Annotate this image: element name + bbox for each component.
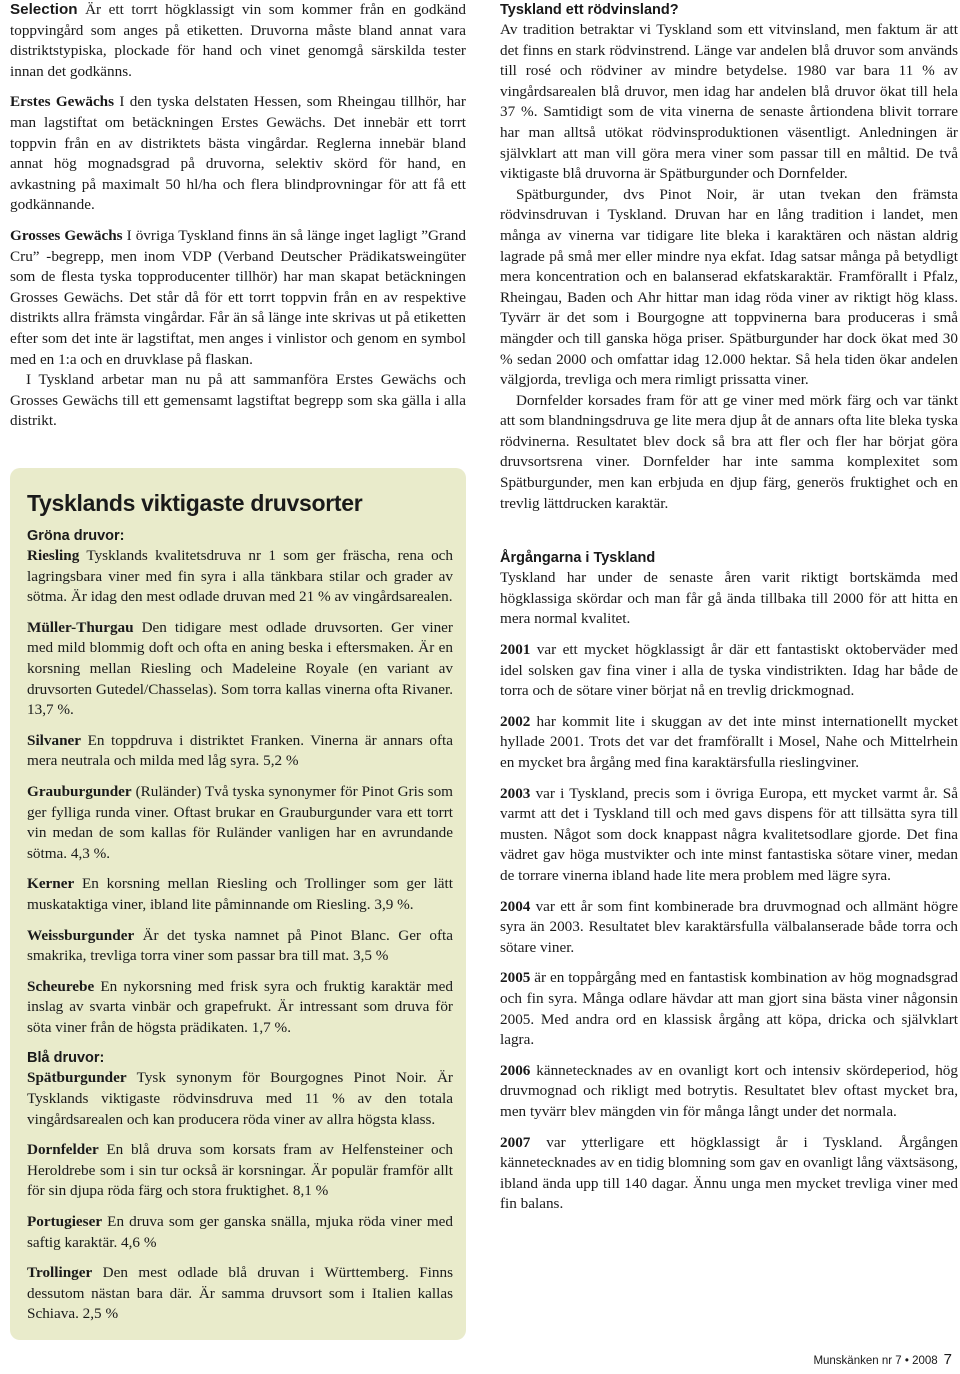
erstes-paragraph bbox=[10, 92, 466, 216]
grape-name: Portugieser bbox=[27, 1213, 103, 1231]
grape-name: Müller-Thurgau bbox=[27, 618, 134, 636]
rodvin-section bbox=[500, 20, 958, 514]
blue-grape-entry bbox=[27, 1263, 453, 1325]
vintage-entry bbox=[500, 897, 958, 959]
blue-grape-entry bbox=[27, 1212, 453, 1253]
blue-grape-entry bbox=[27, 1140, 453, 1202]
green-grape-entry-text: En korsning mellan Riesling och Trollinger som ger lätt muskataktiga viner, ibland lite påminnande om Riesling. 3,9 %. bbox=[27, 875, 453, 913]
box-title: Tysklands viktigaste druvsorter bbox=[27, 490, 363, 516]
erstes-text: I den tyska delstaten Hessen, som Rheingau tillhör, har man lagstiftat om betäckningen Erstes Gewächs. Det innebär ett torrt toppvin från en av distriktets bästa vingårdar. Reglerna innebär bland annat hög mognadsgrad på druvorna, selektiv skörd för hand, en avkastning på maximalt 50 hl/ha och flera blindprovningar för att få ett godkännande. bbox=[10, 93, 466, 214]
vintage-entry bbox=[500, 968, 958, 1050]
vintage-entry bbox=[500, 1061, 958, 1123]
green-grape-entry bbox=[27, 546, 453, 608]
selection-term: Selection bbox=[10, 1, 78, 18]
grape-name: Dornfelder bbox=[27, 1141, 99, 1159]
grape-name: Trollinger bbox=[27, 1264, 93, 1282]
blue-grapes-heading: Blå druvor: bbox=[27, 1050, 105, 1067]
vintage-entry-text: var ytterligare ett högklassigt år i Tyskland. Årgången kännetecknades av en tidig blomning som gav en ovanligt lång växtsäsong, ibland ända upp till 140 dagar. Ännu unga men mycket trevliga viner med fin balans. bbox=[500, 1133, 958, 1213]
blue-grapes-list bbox=[27, 1068, 453, 1325]
vintage-entry-text: var ett mycket högklassigt år där ett fantastiskt oktoberväder med idel solsken gav fina viner i alla de tyska vindistrikten. Idag har både de torra och de sötare viner börjat nå en trevlig drickmognad. bbox=[500, 641, 958, 700]
rodvin-heading: Tyskland ett rödvinsland? bbox=[500, 2, 679, 18]
blue-grape-entry-text: Tysk synonym för Bourgognes Pinot Noir. Är Tysklands viktigaste rödvinsdruva med 11 % av den totala vingårdsarealen och kan producera röda viner av allra högsta klass. bbox=[27, 1069, 453, 1128]
grape-name: Grauburgunder bbox=[27, 782, 132, 800]
grosses-term: Grosses Gewächs bbox=[10, 226, 123, 244]
page-footer bbox=[813, 1351, 952, 1368]
rodvin-paragraph: Spätburgunder, dvs Pinot Noir, är utan tvekan den främsta rödvinsdruvan i Tyskland. Druvan har en lång tradition i landet, men många av vinerna var tidigare lite bleka i karaktären och nästan aldrig lagrade på små mer eller mindre nya ekfat. Idag satsar många på betydligt mera koncentration och en balanserad ekfatskaraktär. Framförallt i Pfalz, Rheingau, Baden och Ahr hittar man idag röda viner av riktigt hög klass. Tyvärr är det som i Bourgogne att toppvinerna bara produceras i små mängder och till ganska höga priser. Spätburgunder har dock ökat med 30 % sedan 2000 och omfattar idag 12.000 hektar. Så hela tiden ökar andelen välgjorda, trevliga och mera rimligt prissatta viner. bbox=[500, 185, 958, 389]
vintage-entry-text: kännetecknades av en ovanligt kort och intensiv skördeperiod, hög druvmognad och rikligt med botrytis. Resultatet blev oftast mycket bra, men tyvärr blev mängden vin för många långt under det normala. bbox=[500, 1061, 958, 1120]
rodvin-paragraph: Av tradition betraktar vi Tyskland som ett vitvinsland, men faktum är att det finns en stark rödvinstrend. Länge var andelen blå druvor som används till rosé och rödviner av mindre betydelse. 1980 var bara 11 % av vingårdsarealen blå druvor, men idag har andelen blå druvor ökat till hela 37 %. Samtidigt som de vita vinerna de senaste årtiondena blivit torrare har man alltså utökat rödvinsproduktionen väsentligt. Anledningen är självklart att man vill göra mera viner som passar till en måltid. De två viktigaste blå druvorna är Spätburgunder och Dornfelder. bbox=[500, 21, 958, 183]
vintage-year: 2002 bbox=[500, 712, 531, 730]
magazine-issue: Munskänken nr 7 • 2008 bbox=[813, 1355, 938, 1367]
vintage-entry bbox=[500, 712, 958, 774]
vintage-entry bbox=[500, 1133, 958, 1215]
green-grape-entry-text: En toppdruva i distriktet Franken. Vinerna är annars ofta mera neutrala och milda med låg syra. 5,2 % bbox=[27, 731, 453, 770]
grape-name: Weissburgunder bbox=[27, 926, 135, 944]
vintage-entry-text: är en toppårgång med en fantastisk kombination av hög mognadsgrad och fin syra. Många odlare hävdar att man gjort sina bästa viner någonsin 2005. Med andra ord en klassisk årgång att köpa, dricka och självklart lagra. bbox=[500, 969, 958, 1049]
green-grape-entry bbox=[27, 782, 453, 864]
grape-name: Kerner bbox=[27, 875, 75, 893]
green-grape-entry-text: En nykorsning med frisk syra och fruktig karaktär med inslag av svarta vinbär och grapefrukt. Är intressant som druva för söta viner från de högsta prädikaten. 1,7 %. bbox=[27, 977, 453, 1036]
green-grape-entry bbox=[27, 874, 453, 915]
vintage-list bbox=[500, 640, 958, 1215]
selection-text: Är ett torrt högklassigt vin som kommer från en godkänd toppvingård som anges på etiketten. Druvorna måste bland annat vara distriktstypiska, plockade för hand och vinet genomgå särskilda tester innan det godkänns. bbox=[10, 1, 466, 80]
grape-name: Riesling bbox=[27, 547, 80, 564]
green-grapes-heading: Gröna druvor: bbox=[27, 528, 125, 544]
vintage-year: 2005 bbox=[500, 969, 531, 987]
green-grape-entry bbox=[27, 926, 453, 967]
blue-grape-entry bbox=[27, 1068, 453, 1130]
rodvin-paragraph: Dornfelder korsades fram för att ge viner med mörk färg och var tänkt att som blandningsdruva ge lite mera djup åt de annars ofta lite bleka tyska rödvinerna. Resultatet blev dock så bra att fler och fler har börjat göra druvsortsrena viner. Dornfelder har inte samma komplexitet som Spätburgunder, men kan erbjuda en djup färg, generös fruktighet och en trevlig lättdrucken karaktär. bbox=[500, 391, 958, 512]
vintage-heading: Årgångarna i Tyskland bbox=[500, 550, 656, 567]
vintage-year: 2003 bbox=[500, 784, 531, 802]
right-column bbox=[500, 0, 958, 1225]
grape-name: Scheurebe bbox=[27, 977, 95, 995]
page-number: 7 bbox=[943, 1351, 952, 1368]
vintage-entry bbox=[500, 640, 958, 702]
grosses-paragraph bbox=[10, 226, 466, 370]
left-column bbox=[10, 0, 466, 442]
green-grape-entry bbox=[27, 731, 453, 772]
green-grape-entry-text: Är det tyska namnet på Pinot Blanc. Ger ofta smakrika, trevliga torra viner som passar bra till mat. 3,5 % bbox=[27, 926, 453, 965]
vintage-year: 2004 bbox=[500, 897, 531, 915]
closing-paragraph: I Tyskland arbetar man nu på att sammanföra Erstes Gewächs och Grosses Gewächs till ett gemensamt lagstiftat begrepp som ska gälla i alla distrikt. bbox=[10, 371, 466, 430]
green-grape-entry-text: Den tidigare mest odlade druvsorten. Ger viner med mild blommig doft och ofta en aning beska i eftersmaken. Är en korsning mellan Riesling och Madeleine Royale (en variant av druvsorten Gutedel/Chasselas). Som torra kallas vinerna ofta Rivaner. 13,7 %. bbox=[27, 618, 453, 719]
vintage-year: 2001 bbox=[500, 641, 531, 659]
vintage-entry bbox=[500, 784, 958, 887]
grape-name: Silvaner bbox=[27, 731, 82, 749]
grosses-text: I övriga Tyskland finns än så länge inget lagligt ”Grand Cru” -begrepp, men inom VDP (Verband Deutscher Prädikatsweingüter som de flesta tyska topproducenter tillhör) har man skapat betäckningen Grosses Gewächs. Det står då för ett torrt toppvin från en av respektive distrikts allra främsta vingårdar. Får än så länge inte skrivas ut på etiketten efter som det inte är lagstiftat, men anges i vinlistor och genom en symbol med en 1:a och en druvklase på flaskan. bbox=[10, 226, 466, 368]
green-grapes-list bbox=[27, 546, 453, 1038]
green-grape-entry bbox=[27, 977, 453, 1039]
green-grape-entry bbox=[27, 618, 453, 721]
vintage-entry-text: var ett år som fint kombinerade bra druvmognad och allmänt högre syra än 2003. Resultatet blev karaktärsfulla välbalanserade både torra och sötare viner. bbox=[500, 897, 958, 956]
vintage-entry-text: var i Tyskland, precis som i övriga Europa, ett mycket varmt år. Så varmt att det i Tyskland till och med gavs dispens för att tillsätta syra till musten. Något som dock knappast några kvalitetsodlare gjorde. Det fina vädret gav höga mustvikter och inte minst fantastiska sötare viner, medan de torrare vinerna ibland hade lite mera problem med lägre syra. bbox=[500, 784, 958, 884]
vintage-entry-text: har kommit lite i skuggan av det inte minst internationellt mycket hyllade 2001. Trots det var det framförallt i Mosel, Nahe och Mittelrhein en mycket bra årgång med fina karaktärsfulla rieslingviner. bbox=[500, 712, 958, 771]
grape-name: Spätburgunder bbox=[27, 1069, 127, 1087]
vintage-year: 2007 bbox=[500, 1133, 531, 1151]
blue-grape-entry-text: Den mest odlade blå druvan i Württemberg. Finns dessutom nästan bara där. Är samma druvsort som i Italien kallas Schiava. 2,5 % bbox=[27, 1264, 453, 1323]
erstes-term: Erstes Gewächs bbox=[10, 93, 115, 111]
vintage-intro: Tyskland har under de senaste åren varit riktigt bortskämda med högklassiga skördar och man får gå ända tillbaka till 2000 för att hitta en mera normal kvalitet. bbox=[500, 569, 958, 628]
selection-paragraph bbox=[10, 0, 466, 82]
blue-grape-entry-text: En blå druva som korsats fram av Helfensteiner och Heroldrebe som i sin tur också är korsningar. Är populär framför allt för sin djupa röda färg och stora fruktighet. 8,1 % bbox=[27, 1141, 453, 1200]
grape-varieties-content bbox=[27, 488, 453, 1335]
blue-grape-entry-text: En druva som ger ganska snälla, mjuka röda viner med saftig karaktär. 4,6 % bbox=[27, 1213, 453, 1251]
green-grape-entry-text: (Ruländer) Två tyska synonymer för Pinot Gris som ger fylliga runda viner. Oftast brukar en Grauburgunder vara ett torrt vin medan de som kallas för Ruländer vanligen har en avrundande sötma. 4,3 %. bbox=[27, 782, 453, 862]
green-grape-entry-text: Tysklands kvalitetsdruva nr 1 som ger fräscha, rena och lagringsbara viner med fin syra i alla tänkbara stilar och grader av sötma. Är idag den mest odlade druvan med 21 % av vingårdsarealen. bbox=[27, 547, 453, 606]
vintage-year: 2006 bbox=[500, 1061, 531, 1079]
